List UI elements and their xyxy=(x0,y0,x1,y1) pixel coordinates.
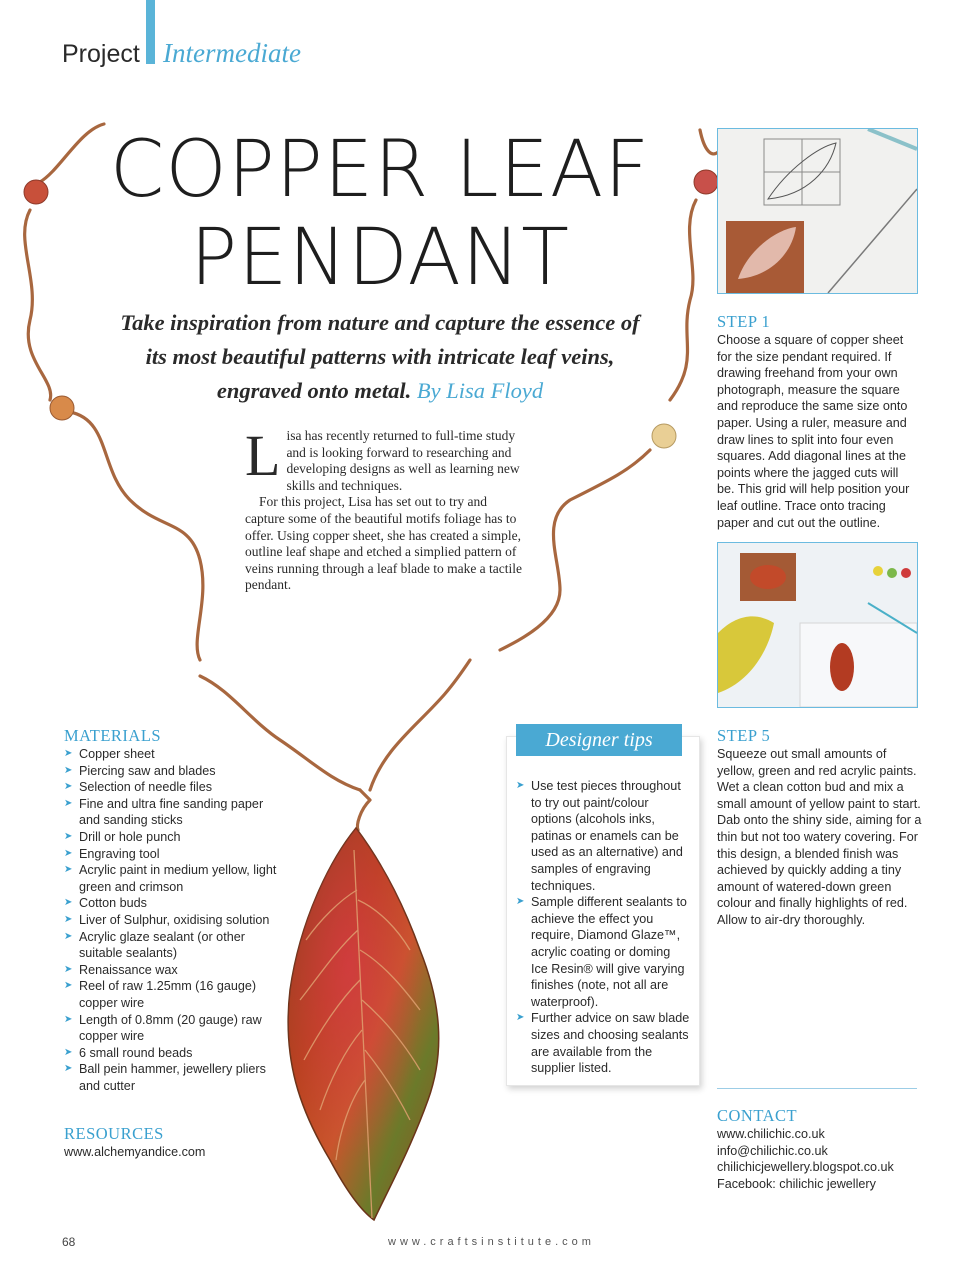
contact-email[interactable]: info@chilichic.co.uk xyxy=(717,1143,828,1158)
contact-website[interactable]: www.chilichic.co.uk xyxy=(717,1127,825,1141)
standfirst xyxy=(120,306,640,408)
intro-para-2: For this project, Lisa has set out to try and capture some of the beautiful motifs foliage has to offer. Using copper sheet, she has created a simple, outline leaf shape and etched a simplied pattern of veins running through a leaf blade to make a tactile pendant. xyxy=(245,494,523,593)
list-item: ➤ Selection of needle files xyxy=(64,780,213,795)
arrow-bullet-icon: ➤ xyxy=(516,1012,525,1024)
step-5-heading: STEP 5 xyxy=(717,726,771,745)
byline: By Lisa Floyd xyxy=(416,378,544,403)
list-item: ➤ Sample different sealants to achieve the effect you require, Diamond Glaze™, acrylic coating or doming Ice Resin® will give varying finishes (note, not all are waterproof). xyxy=(516,895,687,1009)
list-item: ➤ Engraving tool xyxy=(64,846,160,861)
section-label: Project xyxy=(62,40,140,68)
drop-cap: L xyxy=(245,423,281,488)
arrow-bullet-icon: ➤ xyxy=(64,1013,73,1025)
step1-photo xyxy=(717,128,918,294)
arrow-bullet-icon: ➤ xyxy=(64,847,73,859)
list-item: ➤ Length of 0.8mm (20 gauge) raw copper wire xyxy=(64,1012,262,1044)
arrow-bullet-icon: ➤ xyxy=(64,913,73,925)
step-1-heading: STEP 1 xyxy=(717,312,771,331)
arrow-bullet-icon: ➤ xyxy=(516,780,525,791)
contact-section xyxy=(717,1106,927,1192)
title-line-2: PENDANT xyxy=(190,213,570,303)
materials-section xyxy=(64,726,284,1094)
arrow-bullet-icon: ➤ xyxy=(64,897,73,909)
page-number: 68 xyxy=(62,1235,76,1249)
arrow-bullet-icon: ➤ xyxy=(64,748,73,759)
arrow-bullet-icon: ➤ xyxy=(64,930,73,942)
list-item: ➤ Use test pieces throughout to try out paint/colour options (alcohols inks, patinas or enamels can be used as an alternative) and samples of engraving techniques. xyxy=(516,779,683,893)
list-item: ➤ Copper sheet xyxy=(64,747,155,761)
arrow-bullet-icon: ➤ xyxy=(516,896,525,908)
arrow-bullet-icon: ➤ xyxy=(64,830,73,842)
page-title xyxy=(100,126,660,302)
header-accent-bar xyxy=(146,0,155,64)
list-item: ➤ Acrylic paint in medium yellow, light green and crimson xyxy=(64,863,277,894)
arrow-bullet-icon: ➤ xyxy=(64,1046,73,1058)
intro-text xyxy=(245,423,523,594)
contact-divider xyxy=(717,1088,917,1089)
arrow-bullet-icon: ➤ xyxy=(64,980,73,992)
materials-heading: MATERIALS xyxy=(64,726,162,745)
step1-photo-illustration xyxy=(718,129,917,293)
list-item: ➤ 6 small round beads xyxy=(64,1045,193,1060)
step-5 xyxy=(717,726,923,929)
contact-facebook: Facebook: chilichic jewellery xyxy=(717,1176,876,1191)
list-item: ➤ Piercing saw and blades xyxy=(64,763,216,778)
list-item: ➤ Fine and ultra fine sanding paper and sanding sticks xyxy=(64,796,264,828)
list-item: ➤ Reel of raw 1.25mm (16 gauge) copper wire xyxy=(64,979,257,1010)
level-label: Intermediate xyxy=(163,38,301,68)
list-item: ➤ Drill or hole punch xyxy=(64,829,181,844)
list-item: ➤ Further advice on saw blade sizes and choosing sealants are available from the supplier listed. xyxy=(516,1011,690,1076)
list-item: ➤ Liver of Sulphur, oxidising solution xyxy=(64,912,270,927)
title-line-1: COPPER LEAF xyxy=(109,125,651,215)
step-1-text: Choose a square of copper sheet for the size pendant required. If drawing freehand from your own photograph, measure the square and reproduce the same size onto paper. Using a ruler, measure and draw lines to split into four even squares. Add diagonal lines at the points where the jagged cuts will be. This grid will help position your leaf outline. Trace onto tracing paper and cut out the outline. xyxy=(717,333,910,530)
contact-blog[interactable]: chilichicjewellery.blogspot.co.uk xyxy=(717,1160,894,1175)
resources-section xyxy=(64,1124,284,1161)
arrow-bullet-icon: ➤ xyxy=(64,1063,73,1075)
footer-url: www.craftsinstitute.com xyxy=(388,1236,595,1248)
list-item: ➤ Cotton buds xyxy=(64,896,147,911)
list-item: ➤ Renaissance wax xyxy=(64,962,178,977)
step5-photo-illustration xyxy=(718,543,917,707)
arrow-bullet-icon: ➤ xyxy=(64,764,73,776)
intro-para-1: isa has recently returned to full-time study and is looking forward to researching and developing designs as well as learning new skills and techniques. xyxy=(286,428,520,493)
arrow-bullet-icon: ➤ xyxy=(64,963,73,975)
step-5-text: Squeeze out small amounts of yellow, green and red acrylic paints. Wet a clean cotton bud and mix a small amount of yellow paint to start. Dab onto the shiny side, aiming for a thin but not too watery covering. For this design, a blended finish was achieved by quickly adding a tiny amount of watered-down green colour and finally highlights of red. Allow to air-dry thoroughly. xyxy=(717,747,922,927)
list-item: ➤ Ball pein hammer, jewellery pliers and cutter xyxy=(64,1062,266,1093)
standfirst-text: Take inspiration from nature and capture the essence of its most beautiful patterns with intricate leaf veins, engraved onto metal. xyxy=(120,310,640,403)
step5-photo xyxy=(717,542,918,708)
contact-heading: CONTACT xyxy=(717,1106,798,1125)
arrow-bullet-icon: ➤ xyxy=(64,864,73,876)
arrow-bullet-icon: ➤ xyxy=(64,781,73,793)
list-item: ➤ Acrylic glaze sealant (or other suitable sealants) xyxy=(64,929,245,961)
resources-link[interactable]: www.alchemyandice.com xyxy=(64,1145,206,1159)
resources-heading: RESOURCES xyxy=(64,1124,164,1143)
arrow-bullet-icon: ➤ xyxy=(64,797,73,809)
designer-tips-list xyxy=(516,778,690,1077)
step-1 xyxy=(717,312,917,531)
designer-tips-heading: Designer tips xyxy=(516,724,682,756)
materials-list xyxy=(64,746,284,1094)
